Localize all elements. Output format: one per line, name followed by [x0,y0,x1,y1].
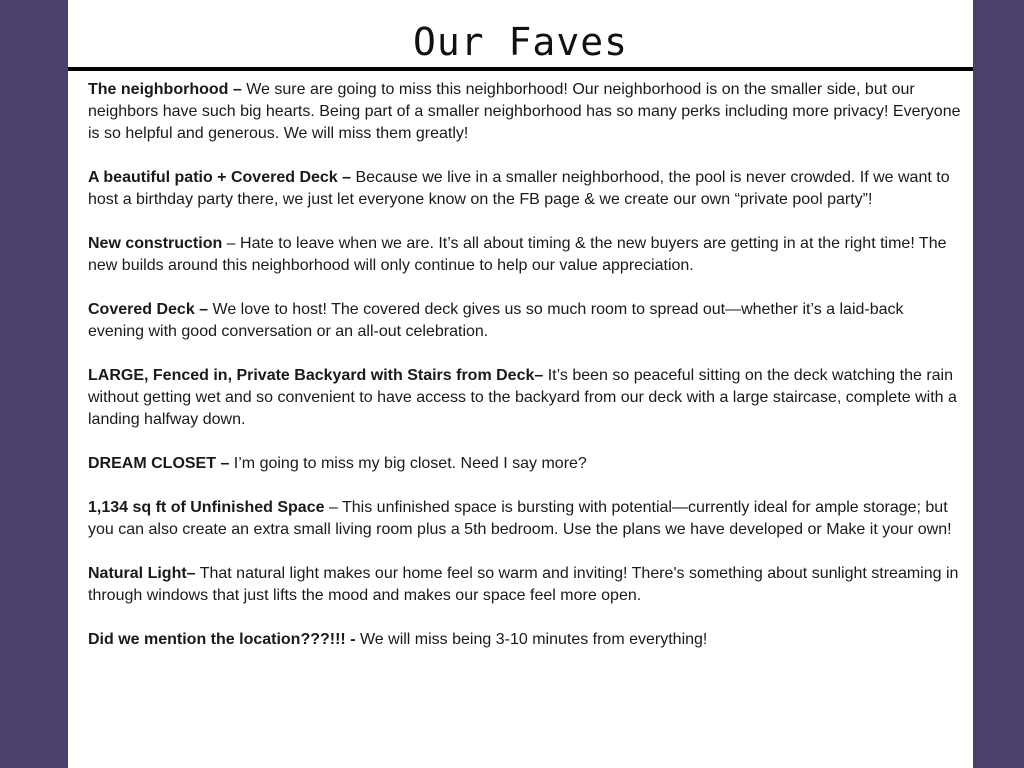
fave-text: We sure are going to miss this neighborhood! Our neighborhood is on the smaller side, but our neighbors have such big hearts. Being part of a smaller neighborhood has so many perks including more privacy! Everyone is so helpful and generous. We will miss them greatly! [88,81,961,142]
fave-text: We will miss being 3-10 minutes from everything! [355,631,708,648]
fave-heading: New construction [88,235,223,252]
fave-item-neighborhood [88,79,961,145]
fave-heading: DREAM CLOSET – [88,455,230,472]
fave-heading: A beautiful patio + Covered Deck – [88,169,352,186]
fave-text: – Hate to leave when we are. It’s all about timing & the new buyers are getting in at the right time! The new builds around this neighborhood will only continue to help our value appreciation. [88,235,947,274]
document-page [68,0,973,768]
fave-heading: Natural Light– [88,565,196,582]
fave-text: That natural light makes our home feel so warm and inviting! There's something about sunlight streaming in through windows that just lifts the mood and makes our space feel more open. [88,565,959,604]
fave-item-location [88,629,961,651]
fave-heading: Did we mention the location???!!! - [88,631,356,648]
fave-heading: Covered Deck – [88,301,209,318]
faves-list [68,71,973,651]
fave-item-covered-deck [88,299,961,343]
fave-text: – This unfinished space is bursting with potential—currently ideal for ample storage; but you can also create an extra small living room plus a 5th bedroom. Use the plans we have developed or Make it your own! [88,499,952,538]
fave-item-unfinished-space [88,497,961,541]
fave-item-natural-light [88,563,961,607]
fave-item-backyard [88,365,961,431]
fave-text: It’s been so peaceful sitting on the deck watching the rain without getting wet and so convenient to have access to the backyard from our deck with a large staircase, complete with a landing halfway down. [88,367,957,428]
fave-item-patio [88,167,961,211]
fave-text: I’m going to miss my big closet. Need I say more? [229,455,587,472]
fave-heading: The neighborhood – [88,81,242,98]
fave-text: We love to host! The covered deck gives us so much room to spread out—whether it’s a laid-back evening with good conversation or an all-out celebration. [88,301,904,340]
fave-item-closet [88,453,961,475]
fave-text: Because we live in a smaller neighborhood, the pool is never crowded. If we want to host a birthday party there, we just let everyone know on the FB page & we create our own “private pool party”! [88,169,950,208]
fave-item-new-construction [88,233,961,277]
page-title: Our Faves [413,20,628,64]
fave-heading: LARGE, Fenced in, Private Backyard with Stairs from Deck– [88,367,544,384]
fave-heading: 1,134 sq ft of Unfinished Space [88,499,325,516]
